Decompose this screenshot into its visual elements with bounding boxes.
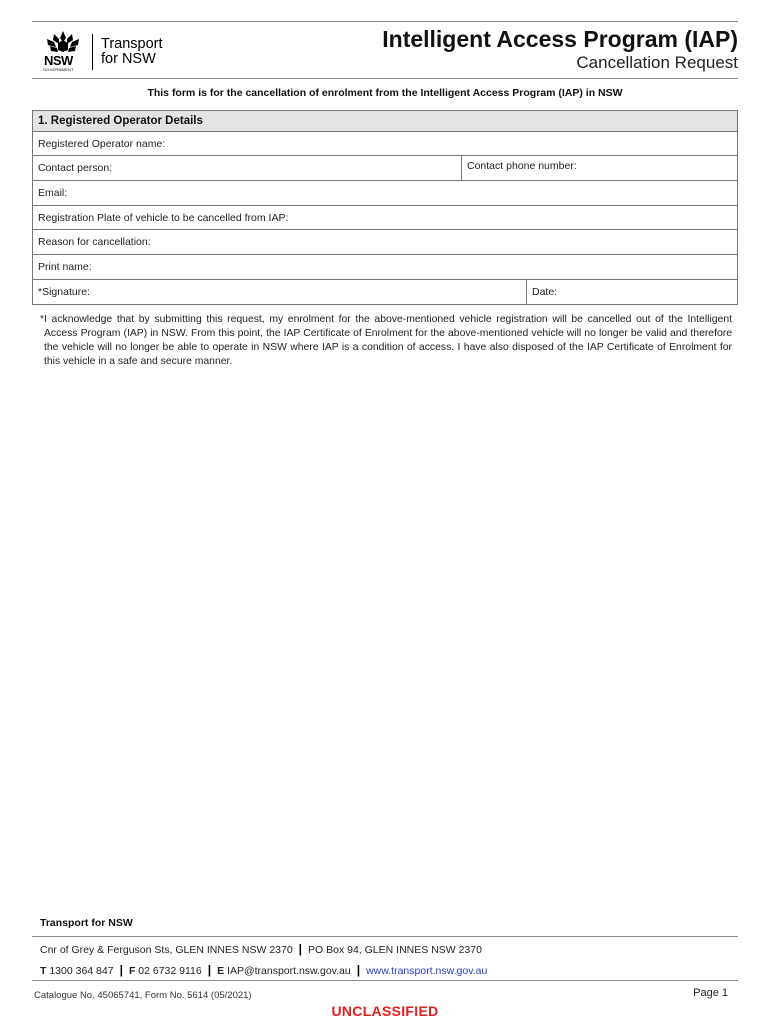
registration-plate-label: Registration Plate of vehicle to be cancelled from IAP: [38, 211, 289, 224]
email-label-footer: E [217, 965, 225, 977]
form-row [33, 156, 737, 181]
footer-address [40, 942, 482, 956]
footer-contact [40, 963, 487, 977]
contact-person-field[interactable] [33, 156, 462, 180]
section-title: 1. Registered Operator Details [33, 111, 737, 132]
email-field[interactable] [33, 181, 737, 205]
email-label: Email: [38, 187, 68, 199]
form-row [33, 280, 737, 304]
phone-number[interactable]: 1300 364 847 [49, 965, 114, 977]
header-rule [32, 78, 738, 79]
logo-wordmark [101, 37, 163, 67]
reason-field[interactable] [33, 230, 737, 254]
street-address: Cnr of Grey & Ferguson Sts, GLEN INNES NSW 2370 [40, 944, 293, 956]
operator-name-label: Registered Operator name: [38, 137, 166, 150]
website-link[interactable]: www.transport.nsw.gov.au [366, 965, 488, 977]
fax-label: F [128, 965, 136, 977]
catalogue-number: Catalogue No. 45065741, Form No. 5614 (05/2021) [34, 990, 252, 1001]
logo-government-text: GOVERNMENT [43, 67, 74, 72]
form-intro: This form is for the cancellation of enrolment from the Intelligent Access Program (IAP) in NSW [147, 87, 623, 99]
signature-field[interactable] [33, 280, 527, 304]
operator-details-form [32, 110, 738, 305]
logo-line-1: Transport [101, 36, 163, 52]
acknowledgement-text: *I acknowledge that by submitting this request, my enrolment for the above-mentioned vehicle registration will be cancelled out of the Intelligent Access Program (IAP) in NSW. From this point, the IAP Certificate of Enrolment for the above-mentioned vehicle will no longer be valid and therefore the vehicle will no longer be able to operate in NSW where IAP is a condition of access. I have also disposed of the IAP Certificate of Enrolment for this vehicle in a safe and secure manner. [40, 314, 732, 367]
email-link[interactable]: IAP@transport.nsw.gov.au [227, 965, 351, 977]
operator-name-field[interactable] [33, 132, 737, 155]
logo-nsw-text: NSW [44, 53, 73, 68]
separator: | [356, 963, 361, 977]
reason-label: Reason for cancellation: [38, 236, 151, 248]
print-name-field[interactable] [33, 255, 737, 279]
page-title: Intelligent Access Program (IAP) [382, 26, 738, 52]
separator: | [119, 963, 123, 977]
page-subtitle: Cancellation Request [576, 53, 738, 72]
footer-org: Transport for NSW [40, 917, 133, 929]
page-number: Page 1 [693, 987, 728, 999]
separator: | [298, 942, 303, 956]
contact-phone-label: Contact phone number: [467, 160, 577, 172]
form-row [33, 255, 737, 280]
classification-label: UNCLASSIFIED [331, 1003, 439, 1019]
footer-bottom-rule [32, 980, 738, 981]
date-field[interactable] [527, 280, 737, 304]
fax-number: 02 6732 9116 [138, 965, 202, 977]
print-name-label: Print name: [38, 261, 92, 273]
po-box: PO Box 94, GLEN INNES NSW 2370 [308, 944, 482, 956]
contact-phone-field[interactable] [462, 156, 737, 180]
separator: | [207, 963, 212, 977]
nsw-waratah-icon [40, 30, 86, 74]
registration-plate-field[interactable] [33, 206, 737, 229]
footer-rule [32, 936, 738, 937]
form-row [33, 230, 737, 255]
form-row [33, 181, 737, 206]
signature-label: *Signature: [38, 286, 90, 298]
contact-person-label: Contact person: [38, 162, 113, 174]
transport-for-nsw-logo [40, 30, 180, 74]
page-header [32, 22, 738, 78]
logo-line-2: for NSW [101, 51, 156, 67]
date-label: Date: [532, 286, 558, 298]
logo-divider [92, 34, 93, 70]
phone-label: T [40, 965, 47, 977]
form-row [33, 206, 737, 230]
form-row [33, 132, 737, 156]
